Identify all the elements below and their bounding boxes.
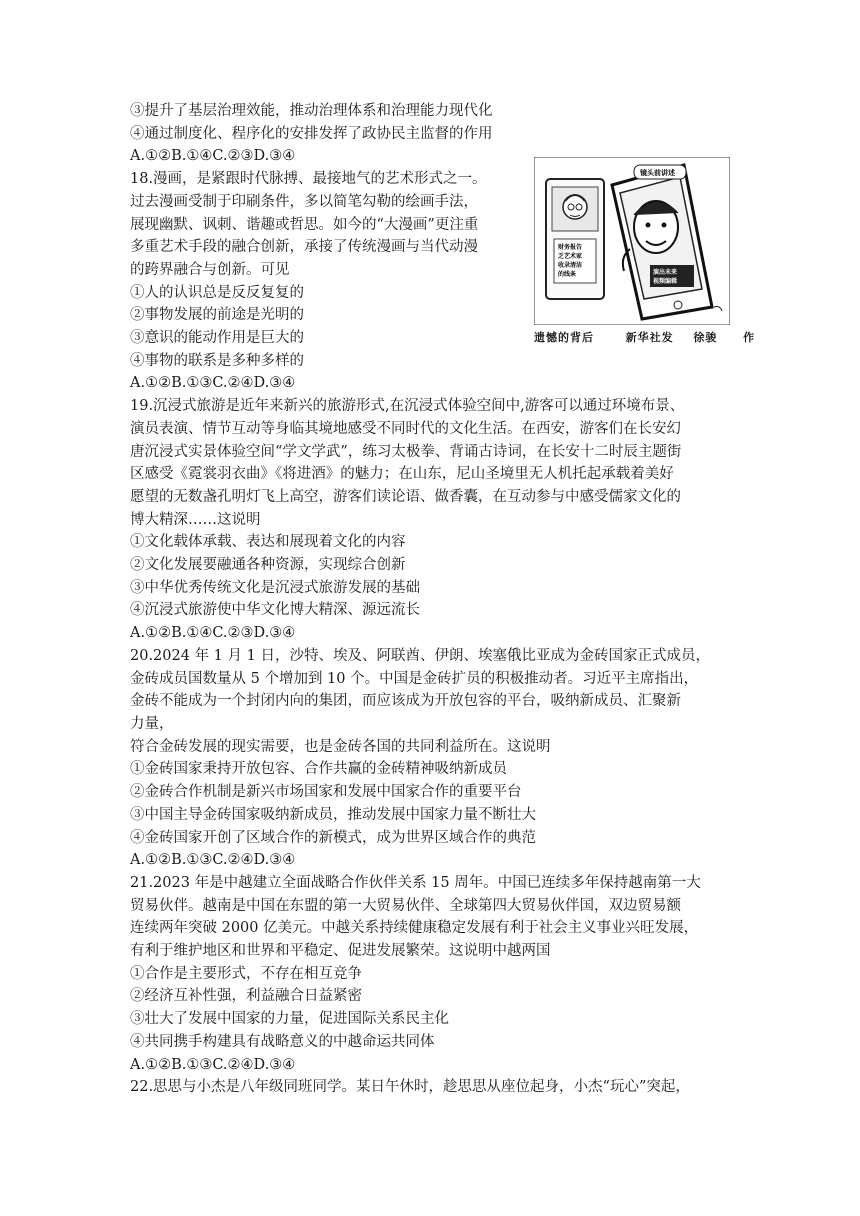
text-line: 有利于维护地区和世界和平稳定、促进发展繁荣。这说明中越两国 [130, 943, 551, 960]
text-line: ②金砖合作机制是新兴市场国家和发展中国家合作的重要平台 [130, 784, 522, 801]
text-line: ③壮大了发展中国家的力量，促进国际关系民主化 [130, 1011, 449, 1028]
question-18 [130, 168, 525, 395]
screen-text: 演出未来 [653, 269, 678, 276]
text-line: ②事物发展的前途是光明的 [130, 307, 304, 324]
left-panel-text: 财务报告 [558, 244, 583, 251]
text-line: A.①②B.①③C.②④D.③④ [130, 375, 296, 392]
text-line: 演员表演、情节互动等身临其境地感受不同时代的文化生活。在西安，游客们在长安幻 [130, 420, 681, 437]
text-line: ④金砖国家开创了区域合作的新模式，成为世界区域合作的典范 [130, 829, 536, 846]
questions-19-22 [130, 395, 730, 1099]
bubble-text: 镜头前讲述 [640, 169, 675, 177]
caption-author: 徐骏 [693, 331, 718, 344]
text-line: ④通过制度化、程序化的安排发挥了政协民主监督的作用 [130, 125, 493, 142]
text-line: ③中国主导金砖国家吸纳新成员，推动发展中国家力量不断壮大 [130, 806, 536, 823]
svg-text:视频编辑: 视频编辑 [653, 278, 678, 285]
text-line: ③中华优秀传统文化是沉浸式旅游发展的基础 [130, 579, 420, 596]
text-line: ①文化载体承载、表达和展现着文化的内容 [130, 534, 406, 551]
text-line: ①合作是主要形式，不存在相互竞争 [130, 965, 362, 982]
text-line: 博大精深……这说明 [130, 511, 261, 528]
text-line: 21.2023 年是中越建立全面战略合作伙伴关系 15 周年。中国已连续多年保持越南第一大 [130, 874, 701, 891]
text-line: 19.沉浸式旅游是近年来新兴的旅游形式,在沉浸式体验空间中,游客可以通过环境布景、 [130, 398, 685, 415]
svg-text:乏艺术家: 乏艺术家 [558, 253, 583, 260]
text-line: ③提升了基层治理效能，推动治理体系和治理能力现代化 [130, 103, 493, 119]
text-line: 多重艺术手段的融合创新，承接了传统漫画与当代动漫 [130, 239, 478, 256]
text-line: 连续两年突破 2000 亿美元。中越关系持续健康稳定发展有利于社会主义事业兴旺发展， [130, 920, 699, 937]
cartoon-drawing [534, 157, 730, 325]
text-line: ②经济互补性强，利益融合日益紧密 [130, 988, 362, 1005]
text-line: ④事物的联系是多种多样的 [130, 352, 304, 369]
text-line: 愿望的无数盏孔明灯飞上高空，游客们读论语、做香囊，在互动参与中感受儒家文化的 [130, 488, 681, 505]
text-line: ①金砖国家秉持开放包容、合作共赢的金砖精神吸纳新成员 [130, 761, 507, 778]
text-line: 22.思思与小杰是八年级同班同学。某日午休时，趁思思从座位起身，小杰“玩心”突起， [130, 1079, 690, 1096]
text-line: ④沉浸式旅游使中华文化博大精深、源远流长 [130, 602, 420, 619]
text-line: 20.2024 年 1 月 1 日，沙特、埃及、阿联酋、伊朗、埃塞俄比亚成为金砖国家正式成员， [130, 647, 710, 664]
text-line: 金砖成员国数量从 5 个增加到 10 个。中国是金砖扩员的积极推动者。习近平主席指出， [130, 670, 699, 687]
cartoon-illustration [534, 157, 756, 347]
text-line: 18.漫画，是紧跟时代脉搏、最接地气的艺术形式之一。 [130, 171, 487, 188]
text-line: A.①②B.①③C.②④D.③④ [130, 1056, 296, 1073]
text-line: 展现幽默、讽刺、谐趣或哲思。如今的“大漫画”更注重 [130, 216, 479, 233]
text-line: 区感受《霓裳羽衣曲》《将进酒》的魅力；在山东，尼山圣境里无人机托起承载着美好 [130, 466, 674, 483]
text-line: 金砖不能成为一个封闭内向的集团，而应该成为开放包容的平台，吸纳新成员、汇聚新 [130, 693, 681, 710]
text-line: 贸易伙伴。越南是中国在东盟的第一大贸易伙伴、全球第四大贸易伙伴国，双边贸易额 [130, 897, 681, 914]
caption-suffix: 作 [743, 331, 756, 344]
text-line: ②文化发展要融通各种资源，实现综合创新 [130, 557, 406, 574]
text-line: 的跨界融合与创新。可见 [130, 261, 290, 278]
text-line: 唐沉浸式实景体验空间“学文学武”，练习太极拳、背诵古诗词，在长安十二时辰主题街 [130, 443, 682, 460]
cartoon-caption [534, 329, 756, 345]
text-line: A.①②B.①④C.②③D.③④ [130, 625, 296, 642]
svg-text:的线条: 的线条 [558, 271, 577, 278]
text-line: 过去漫画受制于印刷条件，多以简笔勾勒的绘画手法， [130, 193, 478, 210]
caption-title: 遗憾的背后 [534, 331, 594, 344]
text-line: ④共同携手构建具有战略意义的中越命运共同体 [130, 1033, 435, 1050]
caption-source: 新华社发 [625, 331, 674, 344]
text-line: ③意识的能动作用是巨大的 [130, 330, 304, 347]
text-line: ①人的认识总是反反复复的 [130, 284, 304, 301]
text-line: A.①②B.①③C.②④D.③④ [130, 852, 296, 869]
text-line: 符合金砖发展的现实需要，也是金砖各国的共同利益所在。这说明 [130, 738, 551, 755]
text-line: 力量， [130, 715, 174, 732]
text-line: A.①②B.①④C.②③D.③④ [130, 148, 296, 165]
svg-text:收录清洁: 收录清洁 [558, 262, 583, 269]
